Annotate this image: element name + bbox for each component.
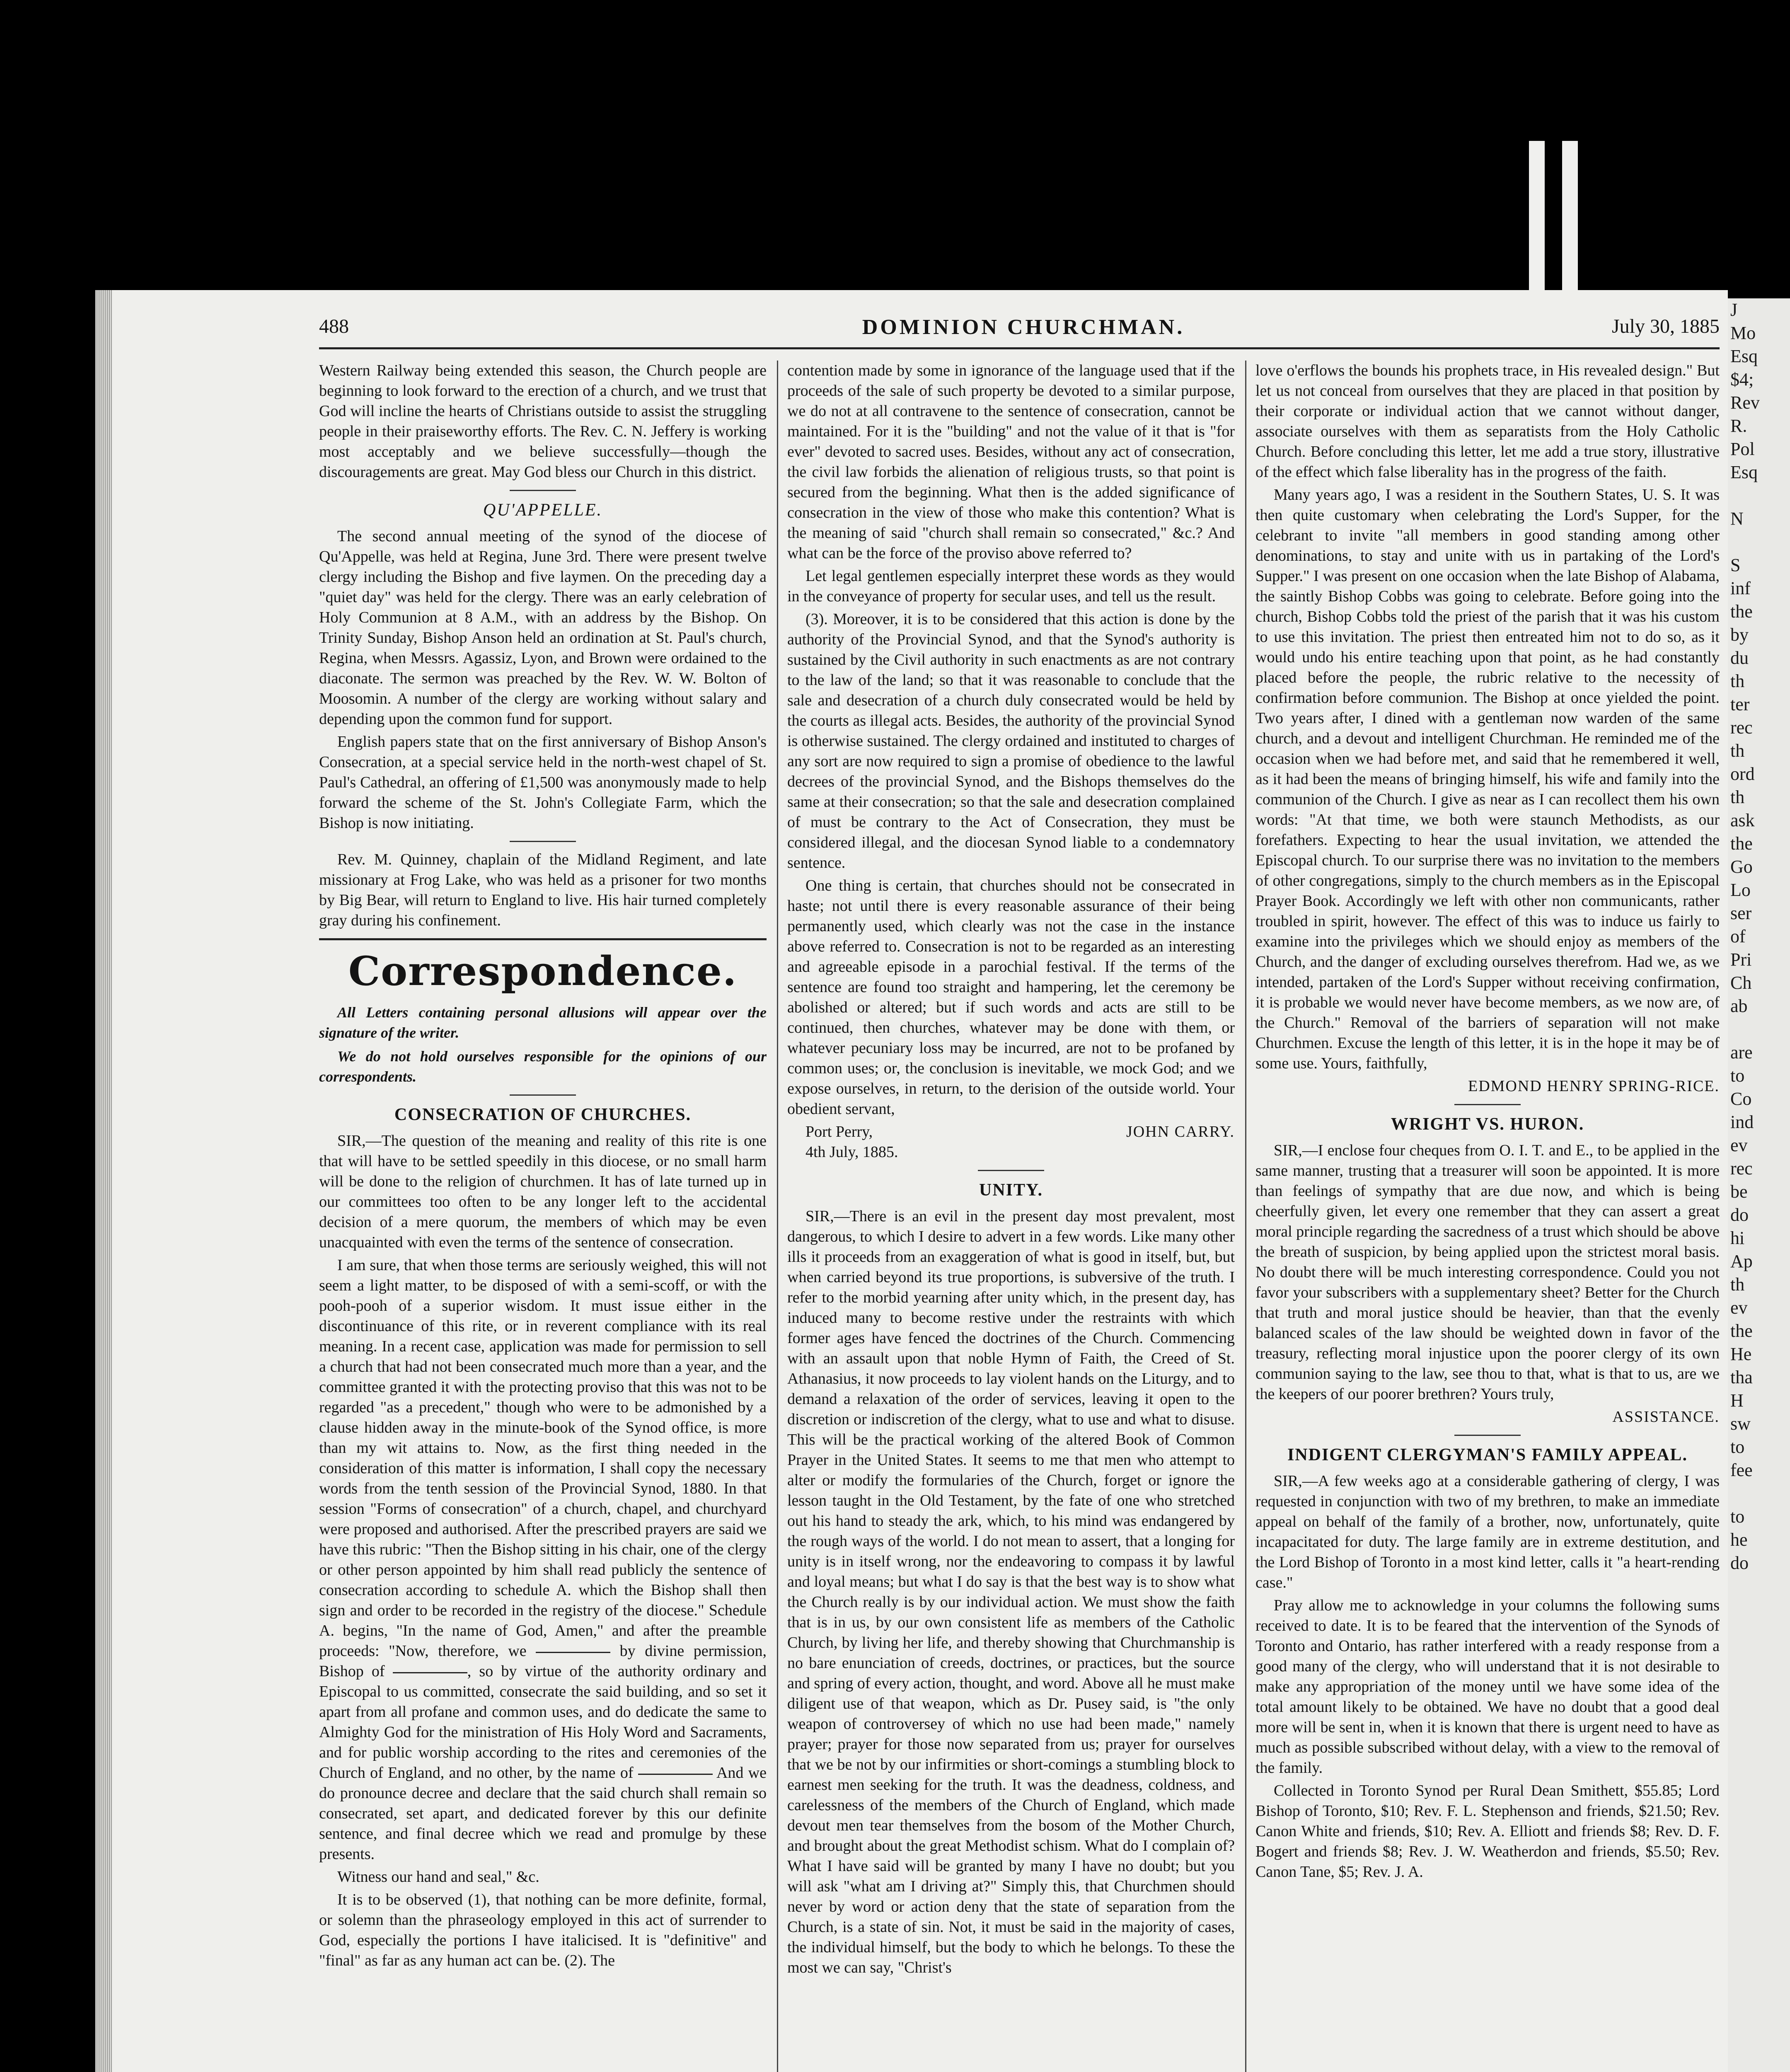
page-number: 488 <box>319 315 349 337</box>
adjacent-page-line <box>1728 1482 1790 1505</box>
adjacent-page-line: Co <box>1730 1089 1752 1109</box>
section-divider <box>319 938 767 940</box>
column-divider <box>1245 361 1246 2072</box>
adjacent-page-line: to <box>1730 1065 1745 1086</box>
adjacent-page-line: ask <box>1730 810 1755 830</box>
adjacent-page-line: Esq <box>1730 462 1758 482</box>
adjacent-page-line: Mo <box>1730 323 1756 343</box>
adjacent-page-line: he <box>1730 1530 1748 1550</box>
letter-date: 4th July, 1885. <box>806 1143 898 1161</box>
letter-paragraph: One thing is certain, that churches should not be consecrated in haste; not until there is every reasonable assurance of their being permanently used, which clearly was not the case in the instance above referred to. Consecration is not to be regarded as an interesting and agreeable episode in a parochial festival. If the terms of the sentence are found too straight and hampering, let the ceremony be abolished or altered; but if such words and acts are still to be continued, then churches, whatever may be done with them, or whatever pecuniary loss may be incurred, are not to be profaned by common uses; or, the conclusion is inevitable, we mock God; and we expose ourselves, in return, to the derision of the outside world. Your obedient servant, <box>787 877 1235 1118</box>
page-header <box>319 315 1720 348</box>
letter-paragraph: contention made by some in ignorance of the language used that if the proceeds of the sale of such property be devoted to a similar purpose, we do not at all contravene to the sentence of consecration, cannot be maintained. For it is the "building" and not the value of it that is "for ever" devoted to sacred uses. Besides, without any act of consecration, the civil law forbids the alienation of religious trusts, so that point is secured from the beginning. What then is the added significance of consecration in the view of those who make this contention? What is the meaning of said "church shall remain so consecrated," &c.? And what can be the force of the proviso above referred to? <box>787 362 1235 562</box>
adjacent-page-line: Ap <box>1730 1251 1753 1271</box>
adjacent-page-line: Go <box>1730 857 1753 877</box>
correspondence-title: Correspondence. <box>348 948 738 995</box>
adjacent-page-line: rec <box>1730 717 1753 738</box>
adjacent-page-line: J <box>1730 300 1738 320</box>
section-divider <box>510 1094 576 1096</box>
section-heading-unity: UNITY. <box>979 1181 1043 1200</box>
adjacent-page-line: by <box>1730 625 1749 645</box>
adjacent-page-line: are <box>1730 1042 1753 1063</box>
article-paragraph: English papers state that on the first anniversary of Bishop Anson's Consecration, at a special service held in the north-west chapel of St. Paul's Cathedral, an offering of £1,500 was anonymously made to help forward the scheme of the St. John's Collegiate Farm, which the Bishop is now initiating. <box>319 733 767 832</box>
section-divider <box>1454 1104 1521 1105</box>
header-rule <box>319 347 1720 349</box>
adjacent-page-line: to <box>1730 1506 1745 1527</box>
column-divider <box>777 361 778 2072</box>
adjacent-page-line: do <box>1730 1553 1749 1573</box>
letter-paragraph: SIR,—A few weeks ago at a considerable gathering of clergy, I was requested in conjunction with two of my brethren, to make an immediate appeal on behalf of the family of a brother, now, unfortunately, quite incapacitated for duty. The large family are in extreme destitution, and the Lord Bishop of Toronto in a most kind letter, calls it "a heart-rending case." <box>1255 1472 1720 1591</box>
section-divider <box>510 490 576 491</box>
adjacent-page-line: of <box>1730 926 1746 946</box>
column-2 <box>787 361 1235 2072</box>
section-divider <box>510 841 576 842</box>
section-divider <box>978 1170 1044 1171</box>
adjacent-page-line: Rev <box>1730 392 1760 413</box>
adjacent-page-line: ev <box>1730 1135 1748 1155</box>
section-heading-consecration: CONSECRATION OF CHURCHES. <box>394 1105 692 1124</box>
letter-author: JOHN CARRY. <box>1126 1123 1235 1140</box>
binding-clips <box>1529 141 1587 298</box>
adjacent-page-line <box>1728 530 1790 554</box>
letter-paragraph: SIR,—I enclose four cheques from O. I. T. and E., to be applied in the same manner, trusting that a treasurer will soon be appointed. It is more than feelings of sympathy that are due now, and which is being cheerfully given, let every one remember that they can assert a great moral principle regarding the sacredness of a trust which should be above the breath of suspicion, by being applied upon the strictest moral basis. No doubt there will be much interesting correspondence. Could you not favor your subscribers with a supplementary sheet? Better for the Church that truth and moral justice should be heavier, than that the evenly balanced scales of the law should be weighted down in favor of the treasury, reflecting moral injustice upon the poorer clergy of its own communion saying to the law, see thou to that, what is that to us, are we the keepers of our poorer brethren? Yours truly, <box>1255 1142 1720 1403</box>
letter-signoff: Port Perry, JOHN CARRY. <box>787 1122 1235 1142</box>
adjacent-page-line: th <box>1730 787 1745 807</box>
letter-paragraph: Let legal gentlemen especially interpret these words as they would in the conveyance of property for secular uses, and tell us the result. <box>787 567 1235 605</box>
adjacent-page-line: ev <box>1730 1297 1748 1318</box>
adjacent-page-line: ord <box>1730 764 1755 784</box>
letter-paragraph: Pray allow me to acknowledge in your columns the following sums received to date. It is to be feared that the intervention of the Synods of Toronto and Ontario, has rather interfered with a ready response from a good many of the clergy, who will understand that it is not desirable to make any appropriation of the money until we have some idea of the total amount likely to be obtained. We have no doubt that a good deal more will be sent in, when it is known that there is urgent need to have as much as possible subscribed without delay, with a view to the removal of the family. <box>1255 1597 1720 1777</box>
adjacent-page-line: ter <box>1730 694 1750 714</box>
adjacent-page-line: ser <box>1730 903 1752 923</box>
article-paragraph: Rev. M. Quinney, chaplain of the Midland Regiment, and late missionary at Frog Lake, who was held as a prisoner for two months by Big Bear, will return to England to live. His hair turned completely gray during his confinement. <box>319 851 767 929</box>
adjacent-page-line: He <box>1730 1344 1752 1364</box>
column-1 <box>319 361 767 2072</box>
adjacent-page-fragment <box>1728 298 1790 2072</box>
adjacent-page-line: Pol <box>1730 439 1755 459</box>
letter-signature: EDMOND HENRY SPRING-RICE. <box>1468 1077 1720 1095</box>
letter-paragraph: love o'erflows the bounds his prophets trace, in His revealed design." But let us not conceal from ourselves that they are placed in that position by their corporate or individual action that we cannot without danger, associate ourselves with them as separatists from the Holy Catholic Church. Before concluding this letter, let me add a true story, illustrative of the effect which false liberality has in the progress of the faith. <box>1255 362 1720 481</box>
article-paragraph: The second annual meeting of the synod of the diocese of Qu'Appelle, was held at Regina, June 3rd. There were present twelve clergy including the Bishop and five laymen. On the preceding day a "quiet day" was held for the clergy. There was an early celebration of Holy Communion at 8 A.M., with an address by the Bishop. On Trinity Sunday, Bishop Anson held an ordination at St. Paul's church, Regina, when Messrs. Agassiz, Lyon, and Brown were ordained to the diaconate. The sermon was preached by the Rev. W. W. Bolton of Moosomin. A number of the clergy are working without salary and depending upon the common fund for support. <box>319 528 767 728</box>
adjacent-page-line: inf <box>1730 578 1751 598</box>
issue-date: July 30, 1885 <box>1611 315 1720 337</box>
section-heading-indigent-appeal: INDIGENT CLERGYMAN'S FAMILY APPEAL. <box>1287 1445 1688 1464</box>
adjacent-page-line: S <box>1730 555 1741 575</box>
section-heading-wright-vs-huron: WRIGHT VS. HURON. <box>1391 1115 1584 1134</box>
adjacent-page-line: N <box>1730 508 1744 529</box>
adjacent-page-line: ind <box>1730 1112 1754 1132</box>
adjacent-page-line: sw <box>1730 1414 1751 1434</box>
adjacent-page-line: R. <box>1730 416 1747 436</box>
editorial-notice: We do not hold ourselves responsible for the opinions of our correspondents. <box>319 1048 767 1085</box>
adjacent-page-line: ab <box>1730 996 1748 1016</box>
adjacent-page-line: to <box>1730 1437 1745 1457</box>
newspaper-page <box>112 290 1728 2072</box>
adjacent-page-line: Esq <box>1730 346 1758 366</box>
adjacent-page-line: H <box>1730 1390 1744 1411</box>
letter-signature: ASSISTANCE. <box>1612 1408 1720 1426</box>
column-3 <box>1255 361 1720 2072</box>
adjacent-page-line: fee <box>1730 1460 1753 1480</box>
adjacent-page-line <box>1728 1018 1790 1041</box>
adjacent-page-line <box>1728 484 1790 507</box>
adjacent-page-line: du <box>1730 648 1749 668</box>
letter-paragraph: I am sure, that when those terms are seriously weighed, this will not seem a light matter, to be disposed of with a semi-scoff, or with the pooh-pooh of a superior wisdom. It must issue either in the discontinuance of this rite, or in reverent compliance with its real meaning. In a recent case, application was made for permission to sell a church that had not been consecrated much more than a year, and the committee granted it with the protecting proviso that this was not to be regarded "as a precedent," though who were to be admonished by a clause hidden away in the minute-book of the Synod office, is more than my wit attains to. Now, as the first thing needed in the consideration of this matter is information, I shall copy the necessary words from the tenth session of the Provincial Synod, 1880. In that session "Forms of consecration" of a church, chapel, and churchyard were proposed and authorised. After the prescribed prayers are said we have this rubric: "Then the Bishop sitting in his chair, one of the clergy or other person appointed by him shall read publicly the sentence of consecration according to schedule A. which the Bishop shall then sign and order to be recorded in the registry of the diocese." Schedule A. begins, "In the name of God, Amen," and after the preamble proceeds: "Now, therefore, we by divine permission, Bishop of , so by virtue of the authority ordinary and Episcopal to us committed, consecrate the said building, and so set it apart from all profane and common uses, and do dedicate the same to Almighty God for the ministration of His Holy Word and Sacraments, and for public worship according to the rites and ceremonies of the Church of England, and no other, by the name of And we do pronounce decree and declare that the said church shall remain so consecrated, set apart, and dedicated forever by this our definite sentence, and final decree which we read and promulge by these presents. <box>319 1256 767 1863</box>
adjacent-page-line: hi <box>1730 1228 1745 1248</box>
editorial-notice: All Letters containing personal allusions will appear over the signature of the writer. <box>319 1004 767 1041</box>
adjacent-page-line: be <box>1730 1181 1748 1202</box>
adjacent-page-line: the <box>1730 601 1753 622</box>
adjacent-page-line: th <box>1730 741 1745 761</box>
adjacent-page-line: rec <box>1730 1158 1753 1179</box>
section-heading-quappelle: QU'APPELLE. <box>483 501 603 520</box>
adjacent-page-line: th <box>1730 1274 1745 1295</box>
letter-paragraph: SIR,—There is an evil in the present day most prevalent, most dangerous, to which I desire to advert in a few words. Like many other ills it proceeds from an exaggeration of what is good in itself, but, but when carried beyond its true proportions, is subversive of the truth. I refer to the morbid yearning after unity which, in the present day, has induced many to become restive under the restraints with which former ages have fenced the doctrines of the Church. Commencing with an assault upon that noble Hymn of Faith, the Creed of St. Athanasius, it now proceeds to lay violent hands on the Liturgy, and to demand a relaxation of the order of services, leaving it open to the discretion or indiscretion of the clergy, what to use and what to disuse. This will be the practical working of the altered Book of Common Prayer in the United States. It seems to me that men who attempt to alter or modify the formularies of the Church, forget or ignore the lesson taught in the Old Testament, by the fate of one who stretched out his hand to steady the ark, which, to his mind was endangered by the rough ways of the world. I do not mean to assert, that a longing for unity is in itself wrong, nor the endeavoring to compass it by lawful and loyal means; but what I do say is that the best way is to show what the Church really is by our individual action. We must show the faith that is in us, by our own consistent life as members of the Catholic Church, by living her life, and thereby showing that Churchmanship is no bare enunciation of creeds, doctrines, or practices, but the source and spring of every action, thought, and word. Above all he must make diligent use of that weapon, which as Dr. Pusey said, is "the only weapon of controversey of which no use had been made," namely prayer; prayer for those now separated from us; prayer for ourselves that we be not by our infirmities or short-comings a stumbling block to earnest men seeking for the truth. It was the deadness, coldness, and carelessness of the members of the Church of England, which made devout men tear themselves from the bosom of the Mother Church, and brought about the great Methodist schism. What do I complain of? What I have said will be granted by many I have no doubt; but you will ask "what am I driving at?" Simply this, that Churchmen should never by word or action deny that the state of separation from the Church, is a state of sin. Not, it must be said in the majority of cases, the individual himself, but the body to which he belongs. To these the most we can say, "Christ's <box>787 1208 1235 1976</box>
letter-paragraph: Many years ago, I was a resident in the Southern States, U. S. It was then quite customary when celebrating the Lord's Supper, for the celebrant to invite "all members in good standing among other denominations, to stay and unite with us in partaking of the Lord's Supper." I was present on one occasion when the late Bishop of Alabama, the saintly Bishop Cobbs was going to celebrate. Before going into the church, Bishop Cobbs told the priest of the parish that it was his custom to use this invitation. The priest then entreated him not to do so, as it would undo his entire teaching upon that point, as he had constantly placed before the people, the rubric relative to the necessity of confirmation before communion. The Bishop at once yielded the point. Two years after, I dined with a gentleman now warden of the same church, and a devout and intelligent Churchman. He reminded me of the occasion when we had before met, and said that he remembered it well, as it had been the means of bringing himself, his wife and family into the communion of the Church. I give as near as I can recollect them his own words: "At that time, we both were staunch Methodists, as our forefathers. Expecting to hear the usual invitation, we attended the Episcopal church. To our surprise there was no invitation to the members of other congregations, simply to the church members as in the Episcopal Prayer Book. Accordingly we left with other non communicants, rather troubled in spirit, however. The effect of this was to induce us fairly to examine into the privileges which we should enjoy as members of the Church, and the danger of excluding ourselves therefrom. Had we, as we intended, partaken of the Lord's Supper without receiving confirmation, it is probable we would never have become members, as we now are, of the Church." Removal of the barriers of separation will not make Churchmen. Excuse the length of this letter, it is in the hope it may be of some use. Yours, faithfully, <box>1255 486 1720 1072</box>
article-paragraph: Western Railway being extended this season, the Church people are beginning to look forward to the erection of a church, and we trust that God will incline the hearts of Christians outside to assist the struggling people in their praiseworthy efforts. The Rev. C. N. Jeffery is working most acceptably and we believe successfully—though the discouragements are great. May God bless our Church in this district. <box>319 362 767 481</box>
adjacent-page-line: tha <box>1730 1367 1753 1387</box>
adjacent-page-line: the <box>1730 1321 1753 1341</box>
adjacent-page-line: th <box>1730 671 1745 691</box>
letter-paragraph: Witness our hand and seal," &c. <box>337 1868 539 1886</box>
letter-paragraph: (3). Moreover, it is to be considered that this action is done by the authority of the Provincial Synod, and that the Synod's authority is sustained by the Civil authority in such enactments as are not contrary to the law of the land; so that it was reasonable to conclude that the sale and desecration of a church duly consecrated would be held by the courts as illegal acts. Besides, the authority of the provincial Synod is otherwise sustained. The clergy ordained and instituted to charges of any sort are now required to sign a promise of obedience to the lawful decrees of the provincial Synod, and the Bishops themselves do the same at their consecration; so that the sale and desecration complained of must be contrary to the Act of Consecration, they must be considered illegal, and the diocesan Synod liable to a condemnatory sentence. <box>787 610 1235 871</box>
adjacent-page-line: do <box>1730 1205 1749 1225</box>
letter-paragraph: Collected in Toronto Synod per Rural Dean Smithett, $55.85; Lord Bishop of Toronto, $10; Rev. F. L. Stephenson and friends, $21.50; Rev. Canon White and friends, $10; Rev. A. Elliott and friends $8; Rev. D. F. Bogert and friends $8; Rev. J. W. Weatherdon and friends, $5.50; Rev. Canon Tane, $5; Rev. J. A. <box>1255 1782 1720 1881</box>
masthead-title: DOMINION CHURCHMAN. <box>862 315 1185 339</box>
adjacent-page-line: Ch <box>1730 973 1752 993</box>
letter-paragraph: SIR,—The question of the meaning and reality of this rite is one that will have to be settled speedily in this diocese, or no small harm will be done to the religion of churchmen. It has of late turned up in our committees too often to be any longer left to the accidental decision of a mere quorum, the members of which may be even unacquainted with even the terms of the sentence of consecration. <box>319 1132 767 1251</box>
section-divider <box>1454 1435 1521 1436</box>
adjacent-page-line: the <box>1730 833 1753 854</box>
adjacent-page-line: Lo <box>1730 880 1751 900</box>
adjacent-page-line: Pri <box>1730 949 1752 970</box>
adjacent-page-line: $4; <box>1730 369 1754 390</box>
letter-paragraph: It is to be observed (1), that nothing can be more definite, formal, or solemn than the phraseology employed in this act of surrender to God, especially the portions I have italicised. It is "definitive" and "final" as far as any human act can be. (2). The <box>319 1891 767 1969</box>
